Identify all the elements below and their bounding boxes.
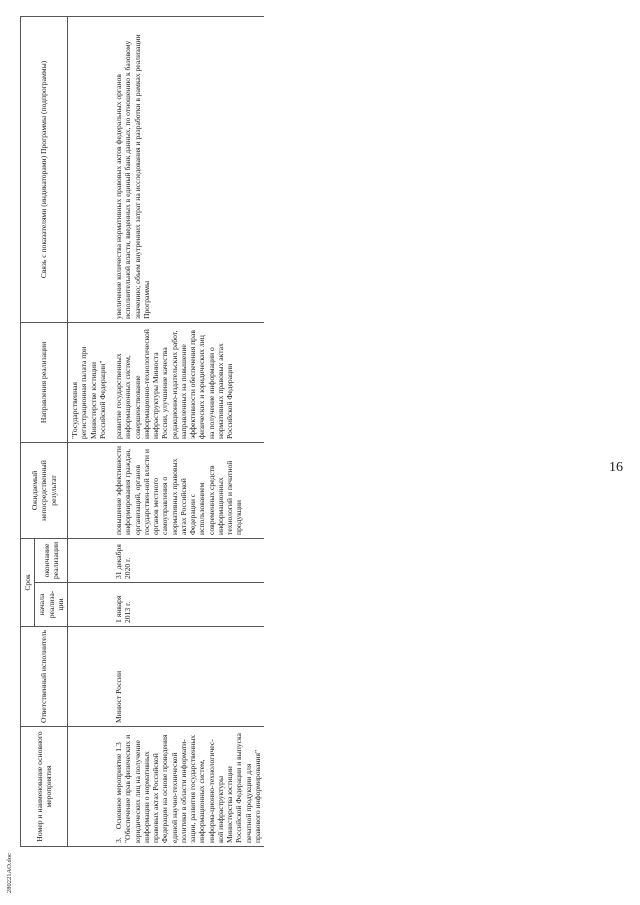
cell-empty: [68, 16, 113, 322]
link-cell: увеличение количества нормативных правовых актов федеральных органов исполнительной власти, введенных в единый банк данных, по отношению к базовому значению; объем внутренних затрат на исследования и разработки в рамках реализации Программы: [112, 16, 264, 322]
table-row-continuation: [68, 16, 113, 846]
header-result: Ожидаемый непосредственный результат: [21, 442, 68, 538]
directions-cell: развитие государственных информационных систем, совершенствование информационно-технологической инфраструктуры Минюста России, улучшение качества редакционно-издательских работ, направленных на повышение эффективности обеспечения прав физических и юридических лиц на получение информации о нормативных правовых актах Российской Федерации: [112, 322, 264, 442]
prev-directions-cell: "Государственная регистрационная палата при Министерстве юстиции Российской Федерации": [68, 322, 113, 442]
responsible-cell: Минюст России: [112, 627, 264, 727]
cell-empty: [68, 583, 113, 627]
header-link: Связь с показателями (индикаторами) Программы (подпрограммы): [21, 16, 68, 322]
row-number: 3.: [114, 837, 123, 843]
table-row: [112, 16, 264, 846]
cell-empty: [68, 538, 113, 582]
program-table: [20, 16, 264, 847]
page-number: 16: [609, 460, 623, 475]
cell-empty: [68, 727, 113, 847]
name-cell: [112, 727, 264, 847]
header-directions: Направления реализации: [21, 322, 68, 442]
cell-empty: [68, 627, 113, 727]
header-responsible: Ответственный исполнитель: [21, 627, 68, 727]
header-term-end: окончание реализации: [35, 538, 68, 582]
term-end-cell: 31 декабря 2020 г.: [112, 538, 264, 582]
term-start-cell: 1 января 2013 г.: [112, 583, 264, 627]
cell-empty: [68, 442, 113, 538]
footer-doc-code: 280221AO.doc: [6, 853, 13, 893]
header-term-start: начала реализа-ции: [35, 583, 68, 627]
header-term: Срок: [21, 538, 35, 626]
header-row: [21, 16, 35, 846]
result-cell: повышение эффективности информирования граждан, организаций, органов государствен-ной власти и органов местного самоуправления о нормативных правовых актах Российской Федерации с использованием современных средств информационных технологий и печатной продукции: [112, 442, 264, 538]
header-name: Номер и наименование основного мероприятия: [21, 727, 68, 847]
row-name: Основное мероприятие 1.3 "Обеспечение прав физических и юридических лиц на получение информации о нормативных правовых актах Российской Федерации на основе проведения единой научно-технической политики в области информати-зации, развития государственных информационных систем, информа-ционно-технологичес-кой инфраструктуры Министерства юстиции Российской Федерации и выпуска печатной продукции для правового информирования": [114, 733, 262, 843]
